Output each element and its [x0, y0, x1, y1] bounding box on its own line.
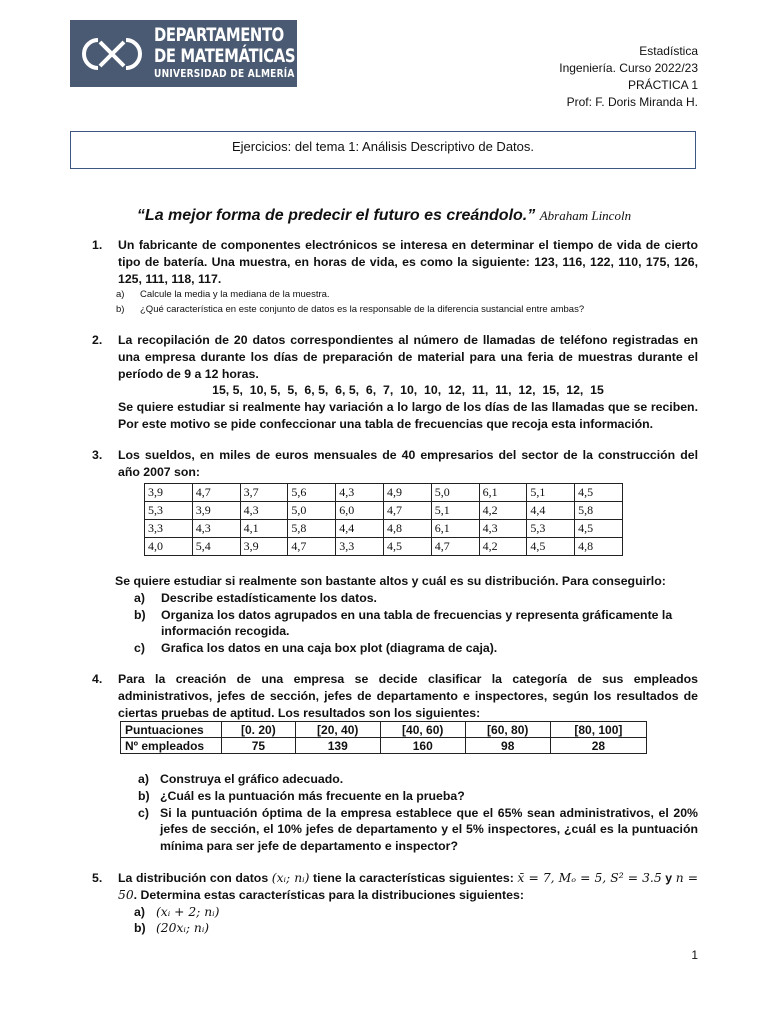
- sub-text: Construya el gráfico adecuado.: [160, 772, 344, 786]
- course-header: [559, 43, 698, 111]
- table-cell: 4,8: [575, 538, 623, 556]
- text-part: tiene la características siguientes:: [313, 871, 514, 885]
- table-cell: 5,8: [575, 502, 623, 520]
- math-expression: (xᵢ + 2; nᵢ): [156, 904, 220, 919]
- salary-table: [144, 483, 623, 556]
- table-cell: 4,3: [240, 502, 288, 520]
- sub-label: b): [138, 788, 150, 803]
- table-cell: 4,5: [575, 520, 623, 538]
- sub-label: b): [134, 921, 146, 936]
- table-cell: 3,9: [145, 484, 193, 502]
- table-cell: 4,1: [240, 520, 288, 538]
- table-cell: 5,1: [431, 502, 479, 520]
- practice: PRÁCTICA 1: [627, 78, 698, 92]
- sub-question-b: [134, 920, 698, 937]
- table-row: [145, 502, 623, 520]
- sub-text: Grafica los datos en una caja box plot (diagrama de caja).: [161, 641, 498, 656]
- exercise-2: [92, 332, 698, 433]
- table-cell: 5,3: [145, 502, 193, 520]
- table-cell: 4,8: [383, 520, 431, 538]
- table-cell: 5,8: [288, 520, 336, 538]
- sub-question-a: [138, 771, 698, 788]
- logo-line-1: DEPARTAMENTO: [154, 24, 284, 46]
- table-cell: 4,4: [527, 502, 575, 520]
- table-row: [121, 738, 647, 754]
- sub-question-a: [116, 287, 698, 302]
- text-part: . Determina estas características para la distribuciones siguientes:: [133, 887, 524, 902]
- exercise-3: [92, 447, 698, 481]
- exercise-5: [92, 870, 698, 937]
- department-logo: [70, 20, 297, 87]
- sub-question-c: [138, 805, 698, 855]
- sub-label: b): [134, 607, 146, 622]
- exercise-number: 3.: [92, 448, 103, 462]
- sub-label: a): [138, 772, 149, 786]
- exercise-text: Para la creación de una empresa se decide clasificar la categoría de sus empleados administrativos, jefes de sección, jefes de departamento e inspectores, según los resultados de ciertas pruebas de aptitud. Los resultados son los siguientes:: [118, 672, 698, 720]
- professor: Prof: F. Doris Miranda H.: [566, 95, 698, 109]
- exercise-intro: Se quiere estudiar si realmente son bastante altos y cuál es su distribución. Para conseguirlo:: [115, 574, 666, 588]
- exercise-4-questions: [92, 771, 698, 855]
- table-cell: 4,9: [383, 484, 431, 502]
- sub-label: a): [134, 590, 145, 605]
- sub-text: Organiza los datos agrupados en una tabla de frecuencias y representa gráficamente la información recogida.: [161, 607, 673, 639]
- sub-label: c): [138, 805, 149, 820]
- table-cell: 3,3: [145, 520, 193, 538]
- math-expression: (20xᵢ; nᵢ): [156, 921, 210, 936]
- sub-label: a): [116, 289, 125, 301]
- table-cell: [40, 60): [380, 722, 465, 738]
- table-cell: [20, 40): [295, 722, 380, 738]
- table-cell: 4,2: [479, 538, 527, 556]
- table-cell: 6,1: [479, 484, 527, 502]
- table-cell: 4,5: [383, 538, 431, 556]
- table-cell: 3,9: [192, 502, 240, 520]
- table-cell: 4,3: [336, 484, 384, 502]
- table-cell: 5,3: [527, 520, 575, 538]
- exercise-text: [118, 870, 698, 904]
- sub-label: c): [134, 641, 145, 656]
- table-cell: 5,0: [431, 484, 479, 502]
- sub-label: a): [134, 904, 145, 919]
- row-header: Puntuaciones: [121, 722, 222, 738]
- table-cell: 4,7: [431, 538, 479, 556]
- exercise-number: 4.: [92, 672, 103, 686]
- exercise-number: 1.: [92, 238, 103, 252]
- table-cell: [80, 100]: [550, 722, 646, 738]
- table-cell: 4,3: [192, 520, 240, 538]
- table-cell: 98: [465, 738, 550, 754]
- table-row: [121, 722, 647, 738]
- page-title: Ejercicios: del tema 1: Análisis Descriptivo de Datos.: [231, 139, 534, 154]
- table-cell: 4,7: [383, 502, 431, 520]
- quote-author: Abraham Lincoln: [539, 208, 632, 223]
- sub-question-b: [134, 607, 698, 641]
- table-cell: 5,1: [527, 484, 575, 502]
- title-box: [70, 131, 696, 169]
- table-cell: 5,4: [192, 538, 240, 556]
- course: Ingeniería. Curso 2022/23: [559, 61, 698, 75]
- math-expression: (xᵢ; nᵢ): [271, 871, 310, 885]
- table-cell: 5,6: [288, 484, 336, 502]
- table-cell: 4,7: [192, 484, 240, 502]
- sub-text: ¿Cuál es la puntuación más frecuente en la prueba?: [160, 788, 465, 803]
- exercise-number: 5.: [92, 871, 103, 885]
- table-cell: 75: [222, 738, 296, 754]
- text-part: La distribución con datos: [118, 871, 269, 885]
- exercise-text: La recopilación de 20 datos correspondientes al número de llamadas de teléfono registradas en una empresa durante los días de preparación de material para una feria de muestras durante el período de 9 a 12 horas.: [118, 333, 698, 381]
- sub-label: b): [116, 304, 125, 316]
- quote: [0, 207, 768, 225]
- exercise-3-questions: [92, 573, 698, 657]
- exercise-text: Los sueldos, en miles de euros mensuales de 40 empresarios del sector de la construcción del año 2007 son:: [118, 448, 698, 479]
- table-cell: 4,2: [479, 502, 527, 520]
- logo-line-3: UNIVERSIDAD DE ALMERÍA: [154, 67, 295, 80]
- table-cell: 4,0: [145, 538, 193, 556]
- scores-table: [120, 721, 647, 754]
- table-cell: 6,0: [336, 502, 384, 520]
- table-cell: 6,1: [431, 520, 479, 538]
- sub-text: ¿Qué característica en este conjunto de datos es la responsable de la diferencia sustancial entre ambas?: [140, 304, 585, 316]
- exercise-number: 2.: [92, 333, 103, 347]
- table-cell: [0. 20): [222, 722, 296, 738]
- table-cell: 4,5: [527, 538, 575, 556]
- exercise-text: Un fabricante de componentes electrónicos se interesa en determinar el tiempo de vida de cierto tipo de batería. Una muestra, en horas de vida, es como la siguiente: 123, 116, 122, 110, 175, 126, 125, 111, 118, 117.: [118, 238, 698, 286]
- sub-question-c: [134, 640, 698, 657]
- infinity-logo-icon: [80, 34, 144, 74]
- sub-text: Si la puntuación óptima de la empresa establece que el 65% sean administrativos, el 20% jefes de sección, el 10% jefes de departamento y el 5% inspectores, ¿cuál es la puntuación mínima para ser jefe de departamento e inspector?: [160, 805, 698, 854]
- subject: Estadística: [639, 44, 698, 58]
- table-cell: 3,7: [240, 484, 288, 502]
- table-cell: 5,0: [288, 502, 336, 520]
- table-cell: 160: [380, 738, 465, 754]
- call-data: 15, 5, 10, 5, 5, 6, 5, 6, 5, 6, 7, 10, 10, 12, 11, 11, 12, 15, 12, 15: [212, 383, 604, 398]
- sub-question-a: [134, 904, 698, 921]
- table-cell: [60, 80): [465, 722, 550, 738]
- quote-text: “La mejor forma de predecir el futuro es creándolo.”: [136, 207, 536, 224]
- exercise-4: [92, 671, 698, 721]
- sub-text: Describe estadísticamente los datos.: [161, 590, 377, 605]
- sub-question-b: [138, 788, 698, 805]
- table-cell: 4,5: [575, 484, 623, 502]
- text-part: y: [665, 871, 673, 885]
- table-cell: 139: [295, 738, 380, 754]
- table-cell: 28: [550, 738, 646, 754]
- table-cell: 4,7: [288, 538, 336, 556]
- table-row: [145, 538, 623, 556]
- sub-question-a: [134, 590, 698, 607]
- table-cell: 4,4: [336, 520, 384, 538]
- page-number: 1: [691, 948, 698, 962]
- sub-question-b: [116, 302, 698, 317]
- math-expression: x̄ = 7, Mₒ = 5, S² = 3.5: [517, 871, 662, 885]
- exercise-text-2: Se quiere estudiar si realmente hay variación a lo largo de los días de las llamadas que se reciben. Por este motivo se pide confeccionar una tabla de frecuencias que recoja esta información.: [118, 400, 698, 431]
- math-expression: n = 50: [118, 871, 699, 902]
- exercise-1: [92, 237, 698, 317]
- row-header: Nº empleados: [121, 738, 222, 754]
- sub-text: Calcule la media y la mediana de la muestra.: [140, 289, 330, 301]
- table-cell: 4,3: [479, 520, 527, 538]
- table-row: [145, 484, 623, 502]
- logo-line-2: DE MATEMÁTICAS: [154, 45, 296, 67]
- table-cell: 3,9: [240, 538, 288, 556]
- table-row: [145, 520, 623, 538]
- table-cell: 3,3: [336, 538, 384, 556]
